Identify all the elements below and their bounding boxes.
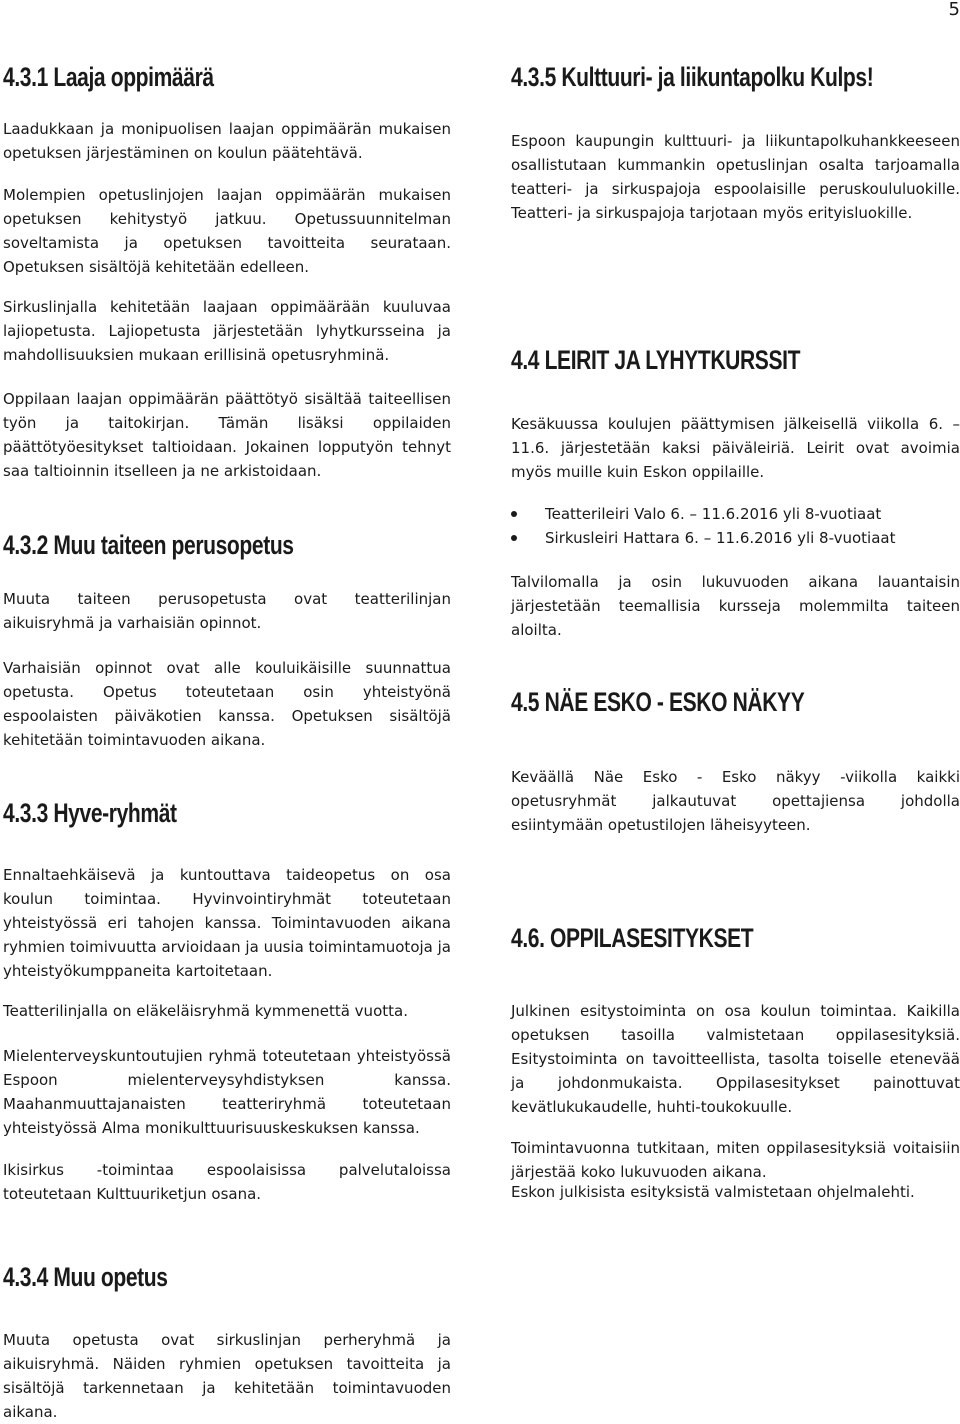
- section-heading-4-3-5: 4.3.5 Kulttuuri- ja liikuntapolku Kulps!: [511, 62, 874, 92]
- paragraph: Kesäkuussa koulujen päättymisen jälkeisellä viikolla 6. – 11.6. järjestetään kaksi päiväleiriä. Leirit ovat avoimia myös muille kuin Eskon oppilaille.: [511, 415, 960, 481]
- paragraph: Laadukkaan ja monipuolisen laajan oppimäärän mukaisen opetuksen järjestäminen on koulun päätehtävä.: [3, 120, 451, 162]
- list-item: Teatterileiri Valo 6. – 11.6.2016 yli 8-vuotiaat: [511, 502, 960, 526]
- paragraph: Ennaltaehkäisevä ja kuntouttava taideopetus on osa koulun toimintaa. Hyvinvointiryhmät toteutetaan yhteistyössä eri tahojen kanssa. Toimintavuoden aikana ryhmien toimivuutta arvioidaan ja uusia toimintamuotoja ja yhteistyökumppaneita kartoitetaan.: [3, 866, 451, 980]
- paragraph: Sirkuslinjalla kehitetään laajaan oppimäärään kuuluvaa lajiopetusta. Lajiopetusta järjestetään lyhytkursseina ja mahdollisuuksien mukaan erillisinä opetusryhminä.: [3, 298, 451, 364]
- paragraph: Talvilomalla ja osin lukuvuoden aikana lauantaisin järjestetään teemallisia kursseja molemmilta taiteen aloilta.: [511, 573, 960, 639]
- paragraph: Teatterilinjalla on eläkeläisryhmä kymmenettä vuotta.: [3, 1002, 408, 1020]
- bullet-icon: [511, 535, 517, 541]
- camp-list: [511, 502, 960, 550]
- section-heading-4-3-1: 4.3.1 Laaja oppimäärä: [3, 62, 214, 92]
- paragraph: Molempien opetuslinjojen laajan oppimäärän mukaisen opetuksen kehitystyö jatkuu. Opetussuunnitelman soveltamista ja opetuksen tavoitteita seurataan. Opetuksen sisältöjä kehitetään edelleen.: [3, 186, 451, 276]
- paragraph: Eskon julkisista esityksistä valmistetaan ohjelmalehti.: [511, 1183, 915, 1201]
- paragraph: Ikisirkus -toimintaa espoolaisissa palvelutaloissa toteutetaan Kulttuuriketjun osana.: [3, 1161, 451, 1203]
- paragraph: Varhaisiän opinnot ovat alle kouluikäisille suunnattua opetusta. Opetus toteutetaan osin yhteistyönä espoolaisten päiväkotien kanssa. Opetuksen sisältöjä kehitetään toimintavuoden aikana.: [3, 659, 451, 749]
- page-number: 5: [948, 0, 960, 20]
- section-heading-4-3-4: 4.3.4 Muu opetus: [3, 1262, 168, 1292]
- section-heading-4-4: 4.4 LEIRIT JA LYHYTKURSSIT: [511, 345, 801, 375]
- section-heading-4-5: 4.5 NÄE ESKO - ESKO NÄKYY: [511, 687, 805, 717]
- section-heading-4-6: 4.6. OPPILASESITYKSET: [511, 923, 754, 953]
- section-heading-4-3-3: 4.3.3 Hyve-ryhmät: [3, 798, 177, 828]
- paragraph: Mielenterveyskuntoutujien ryhmä toteutetaan yhteistyössä Espoon mielenterveysyhdistyksen kanssa. Maahanmuuttajanaisten teatteriryhmä toteutetaan yhteistyössä Alma monikulttuurisuuskeskuksen kanssa.: [3, 1047, 451, 1137]
- paragraph: Espoon kaupungin kulttuuri- ja liikuntapolkuhankkeeseen osallistutaan kummankin opetuslinjan osalta tarjoamalla teatteri- ja sirkuspajoja espoolaisille peruskoululuokille. Teatteri- ja sirkuspajoja tarjotaan myös erityisluokille.: [511, 132, 960, 222]
- paragraph: Muuta taiteen perusopetusta ovat teatterilinjan aikuisryhmä ja varhaisiän opinnot.: [3, 590, 451, 632]
- list-item: Sirkusleiri Hattara 6. – 11.6.2016 yli 8-vuotiaat: [511, 526, 960, 550]
- section-heading-4-3-2: 4.3.2 Muu taiteen perusopetus: [3, 530, 294, 560]
- paragraph: Keväällä Näe Esko - Esko näkyy -viikolla kaikki opetusryhmät jalkautuvat opettajiensa johdolla esiintymään opetustilojen läheisyyteen.: [511, 768, 960, 834]
- paragraph: Muuta opetusta ovat sirkuslinjan perheryhmä ja aikuisryhmä. Näiden ryhmien opetuksen tavoitteita ja sisältöjä tarkennetaan ja kehitetään toimintavuoden aikana.: [3, 1331, 451, 1421]
- paragraph: Julkinen esitystoiminta on osa koulun toimintaa. Kaikilla opetuksen tasoilla valmistetaan oppilasesityksiä. Esitystoiminta on tavoitteellista, tasolta toiselle etenevää ja johdonmukaista. Oppilasesitykset painottuvat kevätlukukaudelle, huhti-toukokuulle.: [511, 1002, 960, 1116]
- bullet-icon: [511, 511, 517, 517]
- paragraph: Toimintavuonna tutkitaan, miten oppilasesityksiä voitaisiin järjestää koko lukuvuoden aikana.: [511, 1139, 960, 1181]
- paragraph: Oppilaan laajan oppimäärän päättötyö sisältää taiteellisen työn ja taitokirjan. Tämän lisäksi oppilaiden päättötyöesitykset taltioidaan. Jokainen lopputyön tehnyt saa taltioinnin itselleen ja ne arkistoidaan.: [3, 390, 451, 480]
